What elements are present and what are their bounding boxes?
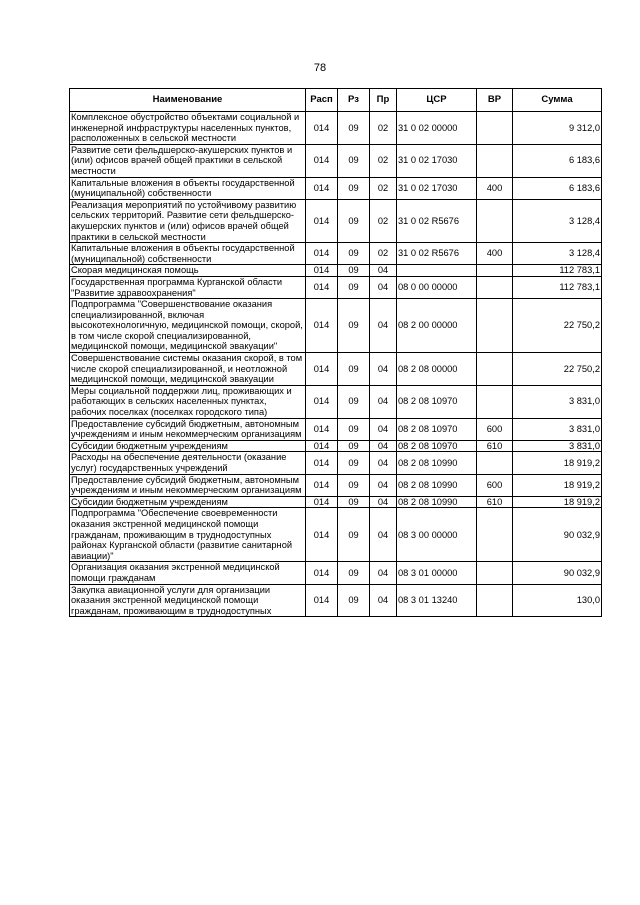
cell-rasp: 014 (306, 508, 338, 562)
table-header-row (70, 89, 602, 112)
header-name: Наименование (70, 89, 306, 112)
cell-name: Субсидии бюджетным учреждениям (70, 440, 306, 452)
cell-rasp: 014 (306, 440, 338, 452)
table-row (70, 496, 602, 508)
cell-rasp: 014 (306, 243, 338, 265)
cell-name: Подпрограмма "Обеспечение своевременности оказания экстренной медицинской помощи гражданам, проживающим в труднодоступных районах Курганской области (развитие санитарной авиации)" (70, 508, 306, 562)
cell-rz: 09 (338, 385, 370, 418)
cell-rasp: 014 (306, 199, 338, 242)
cell-rz: 09 (338, 177, 370, 199)
cell-pr: 04 (370, 474, 397, 496)
table-row (70, 474, 602, 496)
cell-rz: 09 (338, 243, 370, 265)
table-row (70, 508, 602, 562)
cell-sum: 22 750,2 (513, 353, 602, 386)
cell-csr: 08 2 00 00000 (397, 299, 477, 353)
cell-sum: 112 783,1 (513, 265, 602, 277)
table-row (70, 299, 602, 353)
cell-sum: 6 183,6 (513, 177, 602, 199)
cell-rasp: 014 (306, 385, 338, 418)
cell-name: Подпрограмма "Совершенствование оказания специализированной, включая высокотехнологичную, медицинской помощи, скорой, в том числе скорой специализированной, медицинской помощи, медицинской эвакуации" (70, 299, 306, 353)
cell-vr (477, 508, 513, 562)
cell-pr: 04 (370, 276, 397, 298)
cell-vr: 610 (477, 440, 513, 452)
cell-rz: 09 (338, 508, 370, 562)
cell-sum: 3 128,4 (513, 199, 602, 242)
cell-sum: 6 183,6 (513, 144, 602, 177)
cell-vr: 600 (477, 418, 513, 440)
cell-sum: 90 032,9 (513, 562, 602, 584)
cell-name: Капитальные вложения в объекты государственной (муниципальной) собственности (70, 243, 306, 265)
cell-sum: 3 128,4 (513, 243, 602, 265)
page-number: 78 (313, 62, 327, 74)
cell-vr: 400 (477, 177, 513, 199)
cell-name: Меры социальной поддержки лиц, проживающих и работающих в сельских населенных пунктах, рабочих поселках (поселках городского типа) (70, 385, 306, 418)
cell-pr: 04 (370, 299, 397, 353)
cell-pr: 04 (370, 385, 397, 418)
cell-pr: 04 (370, 418, 397, 440)
table-row (70, 177, 602, 199)
table-row (70, 385, 602, 418)
cell-vr (477, 385, 513, 418)
cell-csr: 31 0 02 R5676 (397, 199, 477, 242)
table-row (70, 418, 602, 440)
header-rasp: Расп (306, 89, 338, 112)
table-row (70, 353, 602, 386)
cell-rasp: 014 (306, 177, 338, 199)
cell-pr: 02 (370, 199, 397, 242)
cell-rz: 09 (338, 452, 370, 474)
cell-sum: 130,0 (513, 584, 602, 617)
cell-pr: 04 (370, 452, 397, 474)
header-rz: Рз (338, 89, 370, 112)
cell-csr: 08 2 08 10990 (397, 452, 477, 474)
cell-pr: 02 (370, 144, 397, 177)
cell-csr: 08 2 08 00000 (397, 353, 477, 386)
cell-rz: 09 (338, 299, 370, 353)
cell-rasp: 014 (306, 276, 338, 298)
cell-csr: 08 3 01 00000 (397, 562, 477, 584)
cell-vr (477, 452, 513, 474)
cell-name: Государственная программа Курганской области "Развитие здравоохранения" (70, 276, 306, 298)
table-row (70, 276, 602, 298)
cell-vr: 600 (477, 474, 513, 496)
cell-vr (477, 112, 513, 145)
cell-pr: 04 (370, 353, 397, 386)
cell-vr (477, 199, 513, 242)
cell-vr (477, 562, 513, 584)
cell-rasp: 014 (306, 562, 338, 584)
cell-pr: 04 (370, 584, 397, 617)
cell-rasp: 014 (306, 112, 338, 145)
cell-name: Комплексное обустройство объектами социальной и инженерной инфраструктуры населенных пунктов, расположенных в сельской местности (70, 112, 306, 145)
cell-name: Предоставление субсидий бюджетным, автономным учреждениям и иным некоммерческим организациям (70, 474, 306, 496)
cell-name: Скорая медицинская помощь (70, 265, 306, 277)
cell-name: Капитальные вложения в объекты государственной (муниципальной) собственности (70, 177, 306, 199)
cell-vr (477, 144, 513, 177)
cell-csr: 08 3 00 00000 (397, 508, 477, 562)
cell-name: Закупка авиационной услуги для организации оказания экстренной медицинской помощи гражданам, проживающим в труднодоступных (70, 584, 306, 617)
cell-csr: 31 0 02 00000 (397, 112, 477, 145)
cell-csr: 31 0 02 R5676 (397, 243, 477, 265)
cell-rz: 09 (338, 265, 370, 277)
cell-rasp: 014 (306, 353, 338, 386)
cell-pr: 04 (370, 508, 397, 562)
table-row (70, 584, 602, 617)
cell-rz: 09 (338, 112, 370, 145)
header-pr: Пр (370, 89, 397, 112)
cell-rasp: 014 (306, 265, 338, 277)
cell-csr: 08 3 01 13240 (397, 584, 477, 617)
cell-vr: 400 (477, 243, 513, 265)
cell-vr (477, 584, 513, 617)
cell-vr (477, 353, 513, 386)
cell-csr: 08 2 08 10970 (397, 418, 477, 440)
cell-csr: 31 0 02 17030 (397, 144, 477, 177)
cell-rz: 09 (338, 496, 370, 508)
cell-pr: 04 (370, 440, 397, 452)
cell-rasp: 014 (306, 144, 338, 177)
table-row (70, 440, 602, 452)
table-row (70, 144, 602, 177)
header-csr: ЦСР (397, 89, 477, 112)
cell-name: Организация оказания экстренной медицинской помощи гражданам (70, 562, 306, 584)
cell-rz: 09 (338, 418, 370, 440)
cell-rz: 09 (338, 276, 370, 298)
cell-csr: 08 2 08 10990 (397, 474, 477, 496)
cell-pr: 02 (370, 112, 397, 145)
header-vr: ВР (477, 89, 513, 112)
cell-pr: 04 (370, 562, 397, 584)
cell-rasp: 014 (306, 418, 338, 440)
table-row (70, 265, 602, 277)
cell-vr (477, 276, 513, 298)
header-sum: Сумма (513, 89, 602, 112)
table-body (70, 112, 602, 617)
table-row (70, 199, 602, 242)
cell-csr (397, 265, 477, 277)
cell-pr: 02 (370, 177, 397, 199)
cell-name: Расходы на обеспечение деятельности (оказание услуг) государственных учреждений (70, 452, 306, 474)
cell-pr: 04 (370, 496, 397, 508)
cell-rz: 09 (338, 199, 370, 242)
cell-sum: 3 831,0 (513, 418, 602, 440)
cell-rasp: 014 (306, 496, 338, 508)
cell-sum: 3 831,0 (513, 440, 602, 452)
cell-csr: 08 2 08 10970 (397, 385, 477, 418)
cell-rasp: 014 (306, 299, 338, 353)
cell-pr: 02 (370, 243, 397, 265)
cell-sum: 3 831,0 (513, 385, 602, 418)
cell-rasp: 014 (306, 452, 338, 474)
cell-name: Субсидии бюджетным учреждениям (70, 496, 306, 508)
cell-csr: 08 2 08 10990 (397, 496, 477, 508)
table-row (70, 562, 602, 584)
cell-name: Развитие сети фельдшерско-акушерских пунктов и (или) офисов врачей общей практики в сельской местности (70, 144, 306, 177)
cell-name: Реализация мероприятий по устойчивому развитию сельских территорий. Развитие сети фельдшерско-акушерских пунктов и (или) офисов врачей общей практики в сельской местности (70, 199, 306, 242)
table-row (70, 112, 602, 145)
cell-name: Предоставление субсидий бюджетным, автономным учреждениям и иным некоммерческим организациям (70, 418, 306, 440)
table-row (70, 452, 602, 474)
cell-rz: 09 (338, 440, 370, 452)
cell-csr: 08 0 00 00000 (397, 276, 477, 298)
cell-name: Совершенствование системы оказания скорой, в том числе скорой специализированной, и неотложной медицинской помощи, медицинской эвакуации (70, 353, 306, 386)
cell-vr (477, 265, 513, 277)
cell-sum: 18 919,2 (513, 496, 602, 508)
cell-sum: 22 750,2 (513, 299, 602, 353)
cell-rz: 09 (338, 474, 370, 496)
cell-rasp: 014 (306, 474, 338, 496)
cell-csr: 31 0 02 17030 (397, 177, 477, 199)
cell-sum: 90 032,9 (513, 508, 602, 562)
cell-sum: 9 312,0 (513, 112, 602, 145)
cell-csr: 08 2 08 10970 (397, 440, 477, 452)
table-row (70, 243, 602, 265)
cell-rz: 09 (338, 562, 370, 584)
cell-rasp: 014 (306, 584, 338, 617)
cell-sum: 112 783,1 (513, 276, 602, 298)
cell-vr (477, 299, 513, 353)
cell-sum: 18 919,2 (513, 452, 602, 474)
cell-pr: 04 (370, 265, 397, 277)
cell-rz: 09 (338, 584, 370, 617)
budget-table (69, 88, 602, 617)
cell-sum: 18 919,2 (513, 474, 602, 496)
cell-rz: 09 (338, 353, 370, 386)
cell-rz: 09 (338, 144, 370, 177)
cell-vr: 610 (477, 496, 513, 508)
